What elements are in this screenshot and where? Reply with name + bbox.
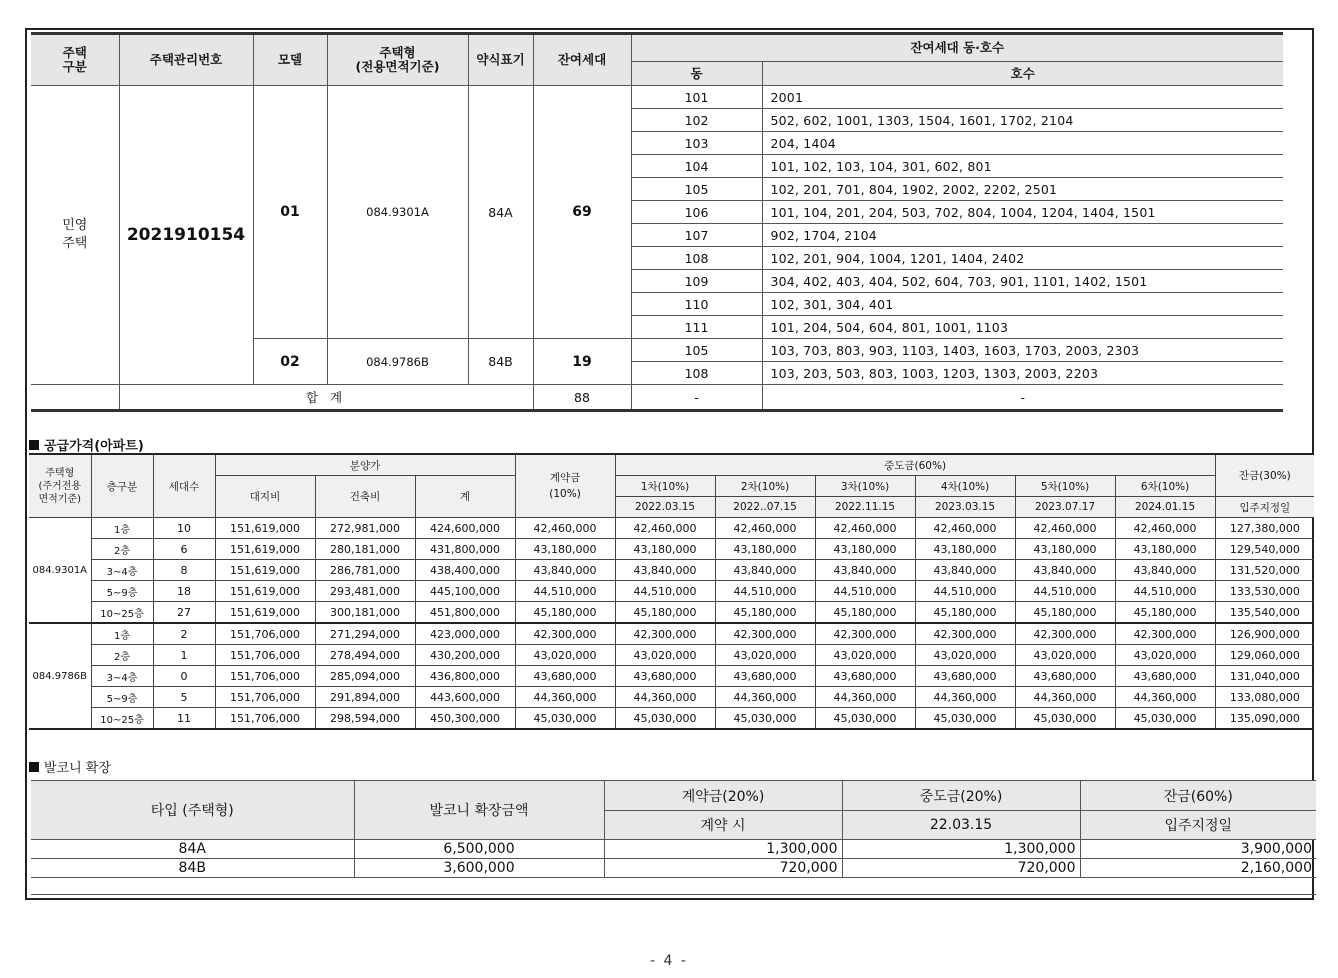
unit-count: 0 <box>153 666 215 687</box>
ho-list: 2001 <box>762 86 1283 109</box>
header-balcony-contract-sub: 계약 시 <box>604 811 842 840</box>
header-remaining: 잔여세대 <box>533 34 631 86</box>
price-row <box>29 623 1314 645</box>
ho-list: 204, 1404 <box>762 132 1283 155</box>
middle-payment: 43,680,000 <box>915 666 1015 687</box>
middle-payment: 45,180,000 <box>715 602 815 624</box>
price-row <box>29 687 1314 708</box>
land-price: 151,706,000 <box>215 623 315 645</box>
middle-payment: 44,510,000 <box>915 581 1015 602</box>
unit-row <box>31 86 1283 109</box>
dong: 106 <box>631 201 762 224</box>
middle-payment: 44,360,000 <box>715 687 815 708</box>
contract-price: 43,840,000 <box>515 560 615 581</box>
remaining-units-table <box>31 32 1283 412</box>
middle-payment: 45,030,000 <box>915 708 1015 730</box>
middle-payment: 43,680,000 <box>1115 666 1215 687</box>
header-balcony-balance: 잔금(60%) <box>1080 781 1316 811</box>
contract-price: 43,020,000 <box>515 645 615 666</box>
total-price: 445,100,000 <box>415 581 515 602</box>
middle-payment: 42,460,000 <box>815 518 915 539</box>
unit-count: 27 <box>153 602 215 624</box>
dong: 110 <box>631 293 762 316</box>
middle-phase-date: 2022.11.15 <box>815 497 915 518</box>
balance-payment: 133,530,000 <box>1215 581 1314 602</box>
header-remaining-units: 잔여세대 동·호수 <box>631 34 1283 62</box>
contract-price: 45,030,000 <box>515 708 615 730</box>
price-house-type: 084.9786B <box>29 623 91 729</box>
middle-payment: 43,020,000 <box>1115 645 1215 666</box>
model-code: 02 <box>253 339 327 385</box>
balance-payment: 135,090,000 <box>1215 708 1314 730</box>
middle-payment: 42,460,000 <box>715 518 815 539</box>
middle-payment: 45,030,000 <box>1015 708 1115 730</box>
dong: 108 <box>631 247 762 270</box>
balcony-section-title: 발코니 확장 <box>29 757 111 776</box>
middle-payment: 42,300,000 <box>715 623 815 645</box>
middle-payment: 44,360,000 <box>815 687 915 708</box>
middle-payment: 43,840,000 <box>915 560 1015 581</box>
remaining-count: 69 <box>533 86 631 339</box>
unit-count: 8 <box>153 560 215 581</box>
bullet-square-icon <box>29 440 39 450</box>
balance-payment: 131,520,000 <box>1215 560 1314 581</box>
house-category: 민영 주택 <box>31 86 119 385</box>
middle-payment: 43,680,000 <box>715 666 815 687</box>
balance-payment: 131,040,000 <box>1215 666 1314 687</box>
contract-price: 42,460,000 <box>515 518 615 539</box>
contract-price: 45,180,000 <box>515 602 615 624</box>
page-number: - 4 - <box>650 953 688 969</box>
price-section-title: 공급가격(아파트) <box>29 435 144 454</box>
building-price: 286,781,000 <box>315 560 415 581</box>
middle-payment: 43,680,000 <box>615 666 715 687</box>
unit-count: 11 <box>153 708 215 730</box>
header-dong: 동 <box>631 62 762 86</box>
middle-payment: 43,020,000 <box>1015 645 1115 666</box>
total-dong: - <box>631 385 762 411</box>
dong: 103 <box>631 132 762 155</box>
middle-payment: 45,030,000 <box>615 708 715 730</box>
ho-list: 103, 203, 503, 803, 1003, 1203, 1303, 2003, 2203 <box>762 362 1283 385</box>
contract-price: 42,300,000 <box>515 623 615 645</box>
middle-payment: 43,680,000 <box>815 666 915 687</box>
balance-payment: 127,380,000 <box>1215 518 1314 539</box>
middle-payment: 44,510,000 <box>615 581 715 602</box>
balcony-type: 84B <box>31 859 354 878</box>
price-row <box>29 645 1314 666</box>
dong: 104 <box>631 155 762 178</box>
middle-payment: 42,460,000 <box>615 518 715 539</box>
price-house-type: 084.9301A <box>29 518 91 624</box>
total-price: 423,000,000 <box>415 623 515 645</box>
model-code: 01 <box>253 86 327 339</box>
land-price: 151,619,000 <box>215 581 315 602</box>
building-price: 280,181,000 <box>315 539 415 560</box>
building-price: 298,594,000 <box>315 708 415 730</box>
header-balcony-type: 타입 (주택형) <box>31 781 354 840</box>
dong: 108 <box>631 362 762 385</box>
header-land: 대지비 <box>215 476 315 518</box>
balcony-contract: 720,000 <box>604 859 842 878</box>
middle-payment: 45,180,000 <box>1015 602 1115 624</box>
floor-range: 2층 <box>91 645 153 666</box>
balcony-row <box>31 859 1316 878</box>
middle-payment: 44,510,000 <box>1115 581 1215 602</box>
building-price: 278,494,000 <box>315 645 415 666</box>
header-model: 모델 <box>253 34 327 86</box>
middle-payment: 44,510,000 <box>715 581 815 602</box>
middle-payment: 44,510,000 <box>1015 581 1115 602</box>
floor-range: 5~9층 <box>91 581 153 602</box>
unit-count: 6 <box>153 539 215 560</box>
header-balcony-middle: 중도금(20%) <box>842 781 1080 811</box>
building-price: 300,181,000 <box>315 602 415 624</box>
total-price: 451,800,000 <box>415 602 515 624</box>
header-balcony-balance-sub: 입주지정일 <box>1080 811 1316 840</box>
dong: 109 <box>631 270 762 293</box>
header-balcony-contract: 계약금(20%) <box>604 781 842 811</box>
header-price-type: 주택형 (주거전용 면적기준) <box>29 454 91 518</box>
unit-count: 5 <box>153 687 215 708</box>
balance-payment: 133,080,000 <box>1215 687 1314 708</box>
unit-count: 1 <box>153 645 215 666</box>
building-price: 291,894,000 <box>315 687 415 708</box>
mgmt-number: 2021910154 <box>119 86 253 385</box>
middle-phase-label: 2차(10%) <box>715 476 815 497</box>
middle-payment: 43,180,000 <box>1015 539 1115 560</box>
header-house-category: 주택 구분 <box>31 34 119 86</box>
land-price: 151,619,000 <box>215 518 315 539</box>
middle-payment: 43,020,000 <box>715 645 815 666</box>
balcony-balance: 2,160,000 <box>1080 859 1316 878</box>
middle-payment: 44,510,000 <box>815 581 915 602</box>
header-floor: 층구분 <box>91 454 153 518</box>
middle-payment: 43,840,000 <box>715 560 815 581</box>
middle-phase-date: 2023.03.15 <box>915 497 1015 518</box>
contract-price: 44,510,000 <box>515 581 615 602</box>
middle-phase-label: 3차(10%) <box>815 476 915 497</box>
ho-list: 902, 1704, 2104 <box>762 224 1283 247</box>
header-building: 건축비 <box>315 476 415 518</box>
balcony-table <box>31 780 1316 895</box>
house-type: 084.9301A <box>327 86 468 339</box>
middle-phase-date: 2023.07.17 <box>1015 497 1115 518</box>
total-price: 431,800,000 <box>415 539 515 560</box>
header-total: 계 <box>415 476 515 518</box>
price-row <box>29 602 1314 624</box>
price-row <box>29 666 1314 687</box>
balcony-balance: 3,900,000 <box>1080 840 1316 859</box>
middle-payment: 43,840,000 <box>815 560 915 581</box>
balcony-amount: 6,500,000 <box>354 840 604 859</box>
middle-payment: 42,300,000 <box>1015 623 1115 645</box>
header-units: 세대수 <box>153 454 215 518</box>
middle-payment: 43,840,000 <box>1115 560 1215 581</box>
price-row <box>29 539 1314 560</box>
balcony-amount: 3,600,000 <box>354 859 604 878</box>
floor-range: 2층 <box>91 539 153 560</box>
total-price: 450,300,000 <box>415 708 515 730</box>
middle-payment: 43,020,000 <box>815 645 915 666</box>
middle-phase-label: 1차(10%) <box>615 476 715 497</box>
middle-payment: 45,030,000 <box>1115 708 1215 730</box>
building-price: 271,294,000 <box>315 623 415 645</box>
middle-payment: 42,300,000 <box>615 623 715 645</box>
header-balcony-amount: 발코니 확장금액 <box>354 781 604 840</box>
unit-count: 2 <box>153 623 215 645</box>
unit-count: 18 <box>153 581 215 602</box>
header-balcony-middle-sub: 22.03.15 <box>842 811 1080 840</box>
price-row <box>29 518 1314 539</box>
floor-range: 1층 <box>91 623 153 645</box>
floor-range: 3~4층 <box>91 560 153 581</box>
ho-list: 103, 703, 803, 903, 1103, 1403, 1603, 1703, 2003, 2303 <box>762 339 1283 362</box>
contract-price: 43,180,000 <box>515 539 615 560</box>
total-label: 합 계 <box>119 385 533 411</box>
header-balance: 잔금(30%) <box>1215 454 1314 497</box>
land-price: 151,619,000 <box>215 602 315 624</box>
middle-phase-label: 6차(10%) <box>1115 476 1215 497</box>
price-row <box>29 708 1314 730</box>
total-price: 436,800,000 <box>415 666 515 687</box>
floor-range: 1층 <box>91 518 153 539</box>
middle-payment: 44,360,000 <box>615 687 715 708</box>
middle-payment: 45,030,000 <box>715 708 815 730</box>
contract-price: 44,360,000 <box>515 687 615 708</box>
header-contract: 계약금 (10%) <box>515 454 615 518</box>
middle-payment: 43,180,000 <box>715 539 815 560</box>
bullet-square-icon <box>29 762 39 772</box>
balcony-middle: 1,300,000 <box>842 840 1080 859</box>
land-price: 151,619,000 <box>215 560 315 581</box>
middle-payment: 42,460,000 <box>1115 518 1215 539</box>
balance-payment: 129,060,000 <box>1215 645 1314 666</box>
middle-payment: 43,680,000 <box>1015 666 1115 687</box>
dong: 102 <box>631 109 762 132</box>
balcony-end-row <box>31 878 1316 895</box>
total-price: 443,600,000 <box>415 687 515 708</box>
floor-range: 5~9층 <box>91 687 153 708</box>
dong: 101 <box>631 86 762 109</box>
middle-payment: 43,840,000 <box>1015 560 1115 581</box>
ho-list: 102, 301, 304, 401 <box>762 293 1283 316</box>
total-price: 438,400,000 <box>415 560 515 581</box>
price-row <box>29 581 1314 602</box>
middle-phase-label: 5차(10%) <box>1015 476 1115 497</box>
middle-payment: 44,360,000 <box>915 687 1015 708</box>
middle-payment: 42,300,000 <box>1115 623 1215 645</box>
floor-range: 10~25층 <box>91 708 153 730</box>
ho-list: 102, 201, 904, 1004, 1201, 1404, 2402 <box>762 247 1283 270</box>
middle-payment: 45,030,000 <box>815 708 915 730</box>
middle-payment: 42,300,000 <box>815 623 915 645</box>
ho-list: 101, 102, 103, 104, 301, 602, 801 <box>762 155 1283 178</box>
ho-list: 102, 201, 701, 804, 1902, 2002, 2202, 2501 <box>762 178 1283 201</box>
middle-payment: 45,180,000 <box>815 602 915 624</box>
total-blank <box>31 385 119 411</box>
total-count: 88 <box>533 385 631 411</box>
header-sale-price: 분양가 <box>215 454 515 476</box>
remaining-count: 19 <box>533 339 631 385</box>
middle-phase-label: 4차(10%) <box>915 476 1015 497</box>
balcony-end-spacer <box>31 878 1316 895</box>
middle-payment: 42,460,000 <box>1015 518 1115 539</box>
middle-phase-date: 2022..07.15 <box>715 497 815 518</box>
middle-payment: 43,840,000 <box>615 560 715 581</box>
balance-date: 입주지정일 <box>1215 497 1314 518</box>
house-type: 084.9786B <box>327 339 468 385</box>
land-price: 151,706,000 <box>215 666 315 687</box>
price-row <box>29 560 1314 581</box>
middle-phase-date: 2024.01.15 <box>1115 497 1215 518</box>
ho-list: 101, 204, 504, 604, 801, 1001, 1103 <box>762 316 1283 339</box>
header-abbr: 약식표기 <box>468 34 533 86</box>
building-price: 293,481,000 <box>315 581 415 602</box>
supply-price-table <box>29 453 1314 730</box>
balcony-row <box>31 840 1316 859</box>
middle-payment: 43,180,000 <box>815 539 915 560</box>
dong: 105 <box>631 339 762 362</box>
floor-range: 3~4층 <box>91 666 153 687</box>
balance-payment: 129,540,000 <box>1215 539 1314 560</box>
floor-range: 10~25층 <box>91 602 153 624</box>
abbr: 84A <box>468 86 533 339</box>
building-price: 285,094,000 <box>315 666 415 687</box>
document-frame <box>25 28 1314 900</box>
header-ho: 호수 <box>762 62 1283 86</box>
land-price: 151,706,000 <box>215 687 315 708</box>
middle-payment: 43,180,000 <box>915 539 1015 560</box>
total-price: 424,600,000 <box>415 518 515 539</box>
header-house-type: 주택형 (전용면적기준) <box>327 34 468 86</box>
ho-list: 502, 602, 1001, 1303, 1504, 1601, 1702, 2104 <box>762 109 1283 132</box>
middle-payment: 43,020,000 <box>915 645 1015 666</box>
middle-phase-date: 2022.03.15 <box>615 497 715 518</box>
middle-payment: 43,020,000 <box>615 645 715 666</box>
middle-payment: 42,460,000 <box>915 518 1015 539</box>
dong: 111 <box>631 316 762 339</box>
ho-list: 101, 104, 201, 204, 503, 702, 804, 1004, 1204, 1404, 1501 <box>762 201 1283 224</box>
balance-payment: 135,540,000 <box>1215 602 1314 624</box>
balcony-middle: 720,000 <box>842 859 1080 878</box>
abbr: 84B <box>468 339 533 385</box>
land-price: 151,706,000 <box>215 645 315 666</box>
land-price: 151,706,000 <box>215 708 315 730</box>
building-price: 272,981,000 <box>315 518 415 539</box>
middle-payment: 42,300,000 <box>915 623 1015 645</box>
header-mgmt-no: 주택관리번호 <box>119 34 253 86</box>
balance-payment: 126,900,000 <box>1215 623 1314 645</box>
dong: 105 <box>631 178 762 201</box>
middle-payment: 44,360,000 <box>1015 687 1115 708</box>
middle-payment: 43,180,000 <box>1115 539 1215 560</box>
land-price: 151,619,000 <box>215 539 315 560</box>
balcony-contract: 1,300,000 <box>604 840 842 859</box>
header-middle: 중도금(60%) <box>615 454 1215 476</box>
middle-payment: 45,180,000 <box>615 602 715 624</box>
total-ho: - <box>762 385 1283 411</box>
middle-payment: 44,360,000 <box>1115 687 1215 708</box>
contract-price: 43,680,000 <box>515 666 615 687</box>
middle-payment: 45,180,000 <box>1115 602 1215 624</box>
unit-count: 10 <box>153 518 215 539</box>
total-price: 430,200,000 <box>415 645 515 666</box>
ho-list: 304, 402, 403, 404, 502, 604, 703, 901, 1101, 1402, 1501 <box>762 270 1283 293</box>
middle-payment: 45,180,000 <box>915 602 1015 624</box>
middle-payment: 43,180,000 <box>615 539 715 560</box>
total-row <box>31 385 1283 411</box>
dong: 107 <box>631 224 762 247</box>
balcony-type: 84A <box>31 840 354 859</box>
